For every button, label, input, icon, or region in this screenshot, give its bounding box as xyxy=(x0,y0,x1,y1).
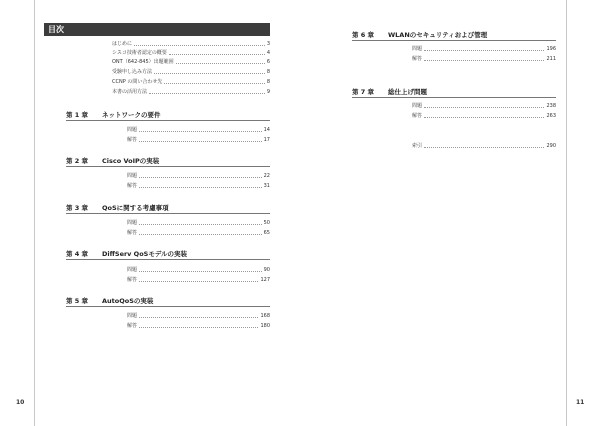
entry-page: 50 xyxy=(263,220,270,226)
entry-page: 4 xyxy=(266,50,270,56)
chapter-title: ネットワークの要件 xyxy=(102,111,161,119)
chapter-title: Cisco VoIPの実装 xyxy=(102,157,160,165)
chapter-heading xyxy=(352,89,556,98)
entry-page: 180 xyxy=(260,323,270,329)
entry-label: 解答 xyxy=(412,113,423,119)
entry-page: 17 xyxy=(263,137,270,143)
chapter-heading xyxy=(66,205,270,214)
entry-label: 問題 xyxy=(127,267,138,273)
entry-label: 解答 xyxy=(127,230,138,236)
dot-leader xyxy=(139,271,262,272)
toc-entry-intro xyxy=(112,58,270,67)
chapter-heading xyxy=(66,158,270,167)
dot-leader xyxy=(139,224,262,225)
entry-page: 90 xyxy=(263,267,270,273)
chapter-title: QoSに関する考慮事項 xyxy=(102,204,169,212)
entry-label: ONT（642-845）出題範囲 xyxy=(112,59,174,65)
entry-label: 本書の活用方法 xyxy=(112,89,148,95)
toc-entry-intro xyxy=(112,68,270,77)
chapter-number: 第 6 章 xyxy=(352,31,375,39)
dot-leader xyxy=(139,177,262,178)
page-number-right: 11 xyxy=(576,399,585,406)
entry-label: はじめに xyxy=(112,41,133,47)
toc-entry-intro xyxy=(112,88,270,97)
entry-label: 索引 xyxy=(412,143,423,149)
entry-label: 問題 xyxy=(412,103,423,109)
entry-page: 3 xyxy=(266,41,270,47)
chapter-number: 第 3 章 xyxy=(66,204,89,212)
chapter-heading xyxy=(66,251,270,260)
dot-leader xyxy=(424,60,544,61)
dot-leader xyxy=(164,83,264,84)
toc-entry-questions xyxy=(127,266,270,275)
entry-page: 8 xyxy=(266,79,270,85)
dot-leader xyxy=(139,327,258,328)
entry-label: 解答 xyxy=(127,137,138,143)
entry-page: 238 xyxy=(546,103,556,109)
entry-page: 65 xyxy=(263,230,270,236)
toc-entry-answers xyxy=(412,112,556,121)
dot-leader xyxy=(139,131,262,132)
entry-page: 290 xyxy=(546,143,556,149)
dot-leader xyxy=(424,117,544,118)
right-page xyxy=(300,0,600,426)
dot-leader xyxy=(139,141,262,142)
dot-leader xyxy=(424,50,544,51)
dot-leader xyxy=(134,45,265,46)
entry-page: 6 xyxy=(266,59,270,65)
toc-entry-answers xyxy=(127,229,270,238)
entry-page: 9 xyxy=(266,89,270,95)
chapter-title: DiffServ QoSモデルの実装 xyxy=(102,250,188,258)
entry-label: 解答 xyxy=(127,277,138,283)
chapter-number: 第 5 章 xyxy=(66,297,89,305)
dot-leader xyxy=(139,281,258,282)
toc-entry-answers xyxy=(412,55,556,64)
entry-label: 問題 xyxy=(127,313,138,319)
page-number-left: 10 xyxy=(16,399,25,406)
toc-entry-intro xyxy=(112,40,270,49)
chapter-number: 第 2 章 xyxy=(66,157,89,165)
toc-entry-answers xyxy=(127,182,270,191)
entry-label: 解答 xyxy=(127,183,138,189)
dot-leader xyxy=(139,187,262,188)
entry-label: CCNP の問い合わせ先 xyxy=(112,79,163,85)
entry-label: 問題 xyxy=(412,46,423,52)
entry-page: 22 xyxy=(263,173,270,179)
toc-entry-index xyxy=(412,142,556,151)
entry-page: 8 xyxy=(266,69,270,75)
entry-page: 14 xyxy=(263,127,270,133)
entry-page: 196 xyxy=(546,46,556,52)
entry-label: シスコ技術者認定の概要 xyxy=(112,50,167,56)
toc-entry-answers xyxy=(127,136,270,145)
chapter-number: 第 4 章 xyxy=(66,250,89,258)
toc-entry-questions xyxy=(127,219,270,228)
toc-entry-questions xyxy=(412,102,556,111)
toc-entry-answers xyxy=(127,322,270,331)
entry-label: 解答 xyxy=(412,56,423,62)
chapter-number: 第 7 章 xyxy=(352,88,375,96)
right-margin-line xyxy=(566,0,567,426)
toc-entry-questions xyxy=(127,126,270,135)
dot-leader xyxy=(154,73,265,74)
chapter-heading xyxy=(352,32,556,41)
chapter-title: 総仕上げ問題 xyxy=(388,88,427,96)
entry-page: 31 xyxy=(263,183,270,189)
chapter-heading xyxy=(66,298,270,307)
entry-label: 受験申し込み方法 xyxy=(112,69,153,75)
entry-label: 問題 xyxy=(127,127,138,133)
entry-page: 168 xyxy=(260,313,270,319)
toc-title: 目次 xyxy=(44,23,270,36)
entry-page: 211 xyxy=(546,56,556,62)
chapter-heading xyxy=(66,112,270,121)
toc-entry-answers xyxy=(127,276,270,285)
toc-entry-intro xyxy=(112,49,270,58)
entry-page: 127 xyxy=(260,277,270,283)
entry-label: 問題 xyxy=(127,173,138,179)
dot-leader xyxy=(424,107,544,108)
left-margin-line xyxy=(34,0,35,426)
dot-leader xyxy=(176,63,265,64)
chapter-title: WLANのセキュリティおよび管理 xyxy=(388,31,488,39)
dot-leader xyxy=(169,54,265,55)
entry-page: 263 xyxy=(546,113,556,119)
toc-entry-questions xyxy=(127,312,270,321)
chapter-title: AutoQoSの実装 xyxy=(102,297,154,305)
toc-entry-intro xyxy=(112,78,270,87)
entry-label: 解答 xyxy=(127,323,138,329)
entry-label: 問題 xyxy=(127,220,138,226)
dot-leader xyxy=(139,234,262,235)
dot-leader xyxy=(139,317,258,318)
chapter-number: 第 1 章 xyxy=(66,111,89,119)
toc-entry-questions xyxy=(412,45,556,54)
dot-leader xyxy=(149,93,265,94)
toc-entry-questions xyxy=(127,172,270,181)
dot-leader xyxy=(424,147,544,148)
